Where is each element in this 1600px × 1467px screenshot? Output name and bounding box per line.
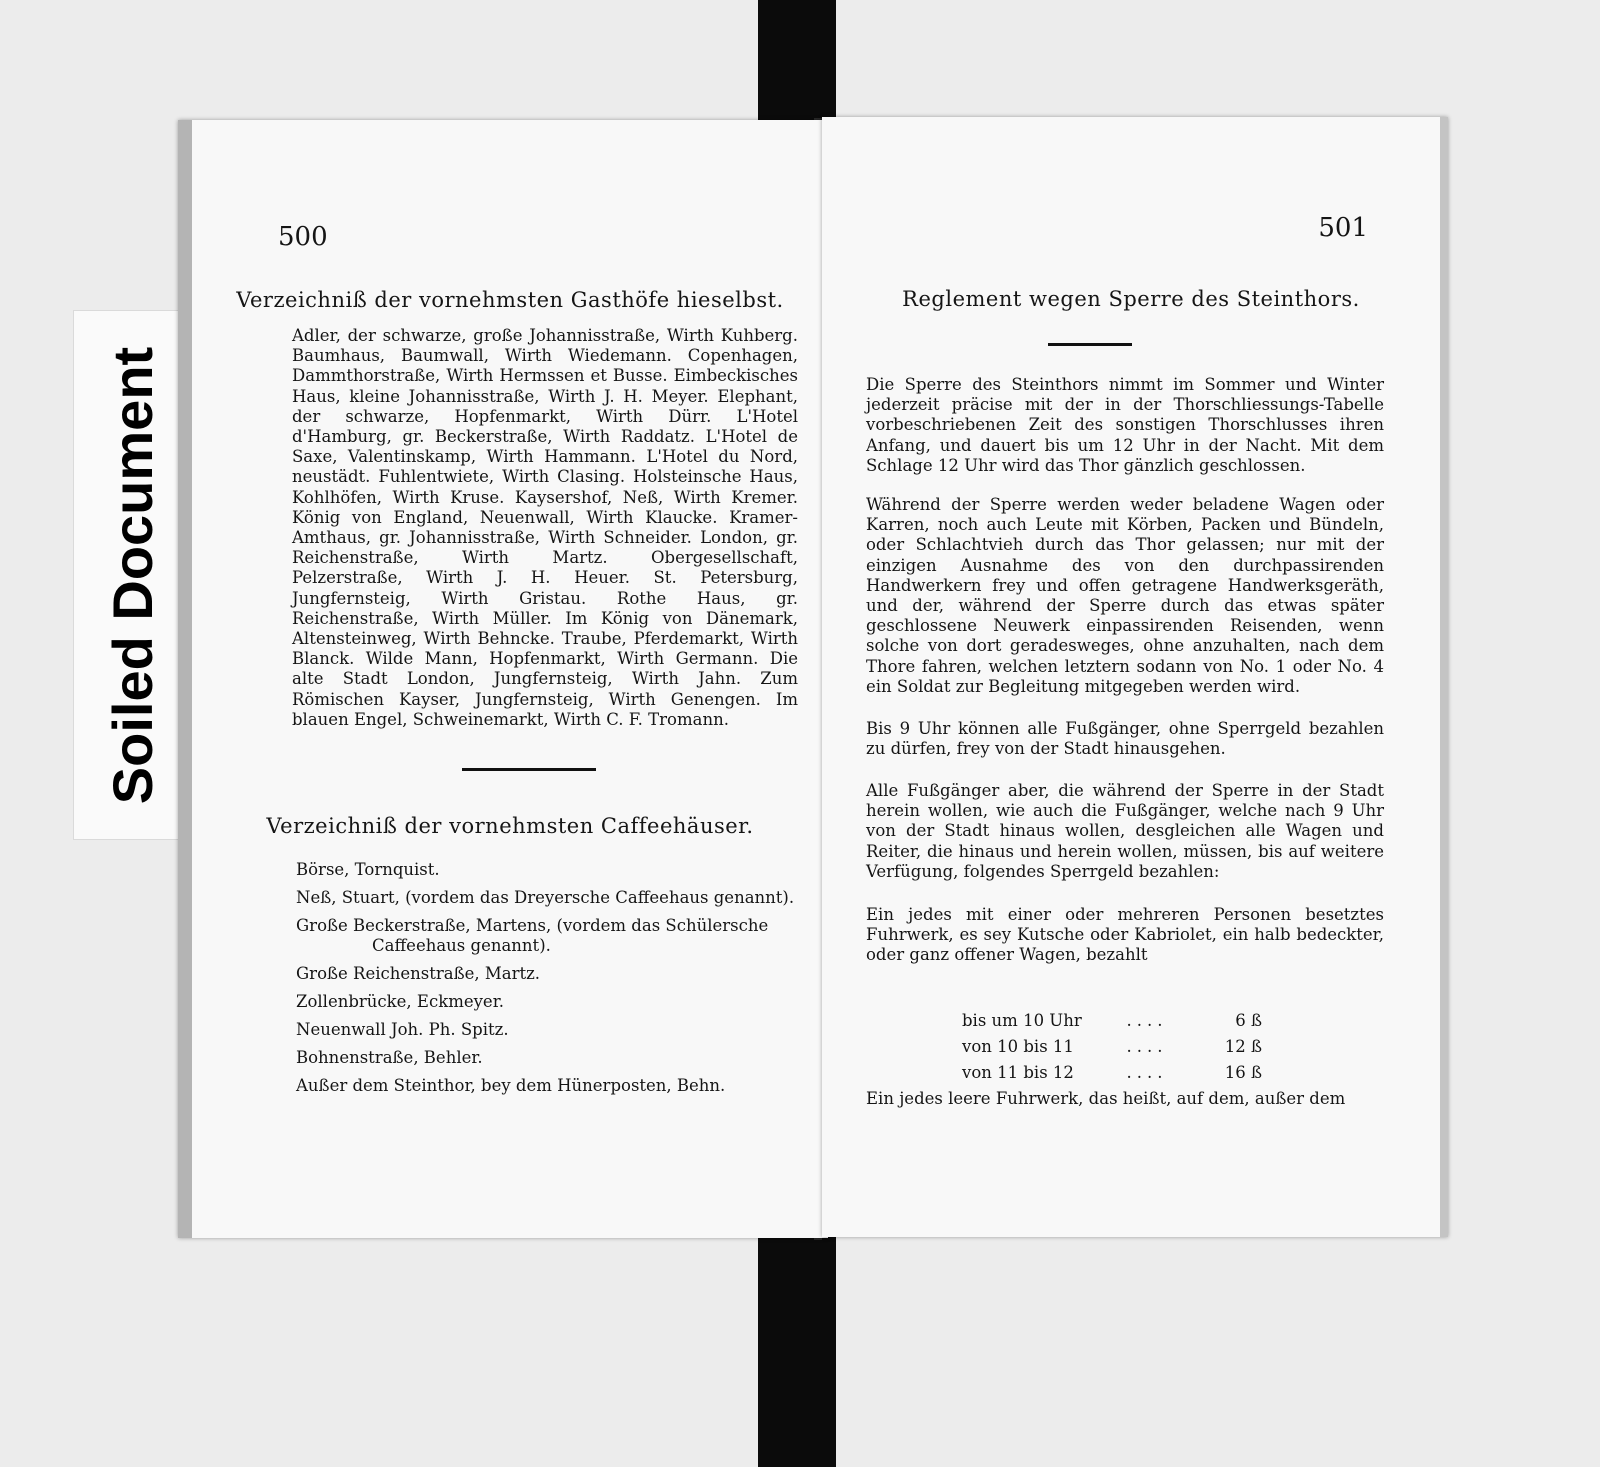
list-item: Neuenwall Joh. Ph. Spitz.: [296, 1020, 509, 1039]
paragraph: Alle Fußgänger aber, die während der Sperre in der Stadt herein wollen, wie auch die Fußgänger, welche nach 9 Uhr von der Stadt hinaus wollen, desgleichen alle Wagen und Reiter, die hinaus und herein wollen, müssen, bis auf weitere Verfügung, folgendes Sperrgeld bezahlen:: [866, 781, 1384, 881]
fee-amount: 12 ß: [1224, 1036, 1262, 1056]
soiled-document-text: Soiled Document: [101, 346, 165, 804]
list-item: Börse, Tornquist.: [296, 860, 440, 879]
page-number: 501: [1318, 213, 1368, 243]
list-item: Außer dem Steinthor, bey dem Hünerposten, Behn.: [296, 1076, 726, 1095]
hotels-heading: Verzeichniß der vornehmsten Gasthöfe hieselbst.: [236, 288, 784, 312]
list-item: Große Reichenstraße, Martz.: [296, 964, 541, 983]
fee-time: bis um 10 Uhr: [962, 1010, 1082, 1030]
table-row: [962, 1033, 1262, 1059]
paragraph: Die Sperre des Steinthors nimmt im Sommer und Winter jederzeit präcise mit der in der Thorschliessungs-Tabelle vorbeschriebenen Zeit des sonstigen Thorschlusses ihren Anfang, und dauert bis um 12 Uhr in der Nacht. Mit dem Schlage 12 Uhr wird das Thor gänzlich geschlossen.: [866, 375, 1384, 475]
left-page: [178, 120, 828, 1238]
list-item: Neß, Stuart, (vordem das Dreyersche Caffeehaus genannt).: [296, 888, 795, 907]
paragraph: Bis 9 Uhr können alle Fußgänger, ohne Sperrgeld bezahlen zu dürfen, frey von der Stadt hinausgehen.: [866, 719, 1384, 759]
list-item: Bohnenstraße, Behler.: [296, 1048, 483, 1067]
hotels-paragraph: Adler, der schwarze, große Johannisstraße, Wirth Kuhberg. Baumhaus, Baumwall, Wirth Wiedemann. Copenhagen, Dammthorstraße, Wirth Hermssen et Busse. Eimbeckisches Haus, kleine Johannisstraße, Wirth J. H. Meyer. Elephant, der schwarze, Hopfenmarkt, Wirth Dürr. L'Hotel d'Hamburg, gr. Beckerstraße, Wirth Raddatz. L'Hotel de Saxe, Valentinskamp, Wirth Hammann. L'Hotel du Nord, neustädt. Fuhlentwiete, Wirth Clasing. Holsteinsche Haus, Kohlhöfen, Wirth Kruse. Kaysershof, Neß, Wirth Kremer. König von England, Neuenwall, Wirth Klaucke. Kramer-Amthaus, gr. Johannisstraße, Wirth Schneider. London, gr. Reichenstraße, Wirth Martz. Obergesellschaft, Pelzerstraße, Wirth J. H. Heuer. St. Petersburg, Jungfernsteig, Wirth Gristau. Rothe Haus, gr. Reichenstraße, Wirth Müller. Im König von Dänemark, Altensteinweg, Wirth Behncke. Traube, Pferdemarkt, Wirth Blanck. Wilde Mann, Hopfenmarkt, Wirth Germann. Die alte Stadt London, Jungfernsteig, Wirth Jahn. Zum Römischen Kayser, Jungfernsteig, Wirth Genengen. Im blauen Engel, Schweinemarkt, Wirth C. F. Tromann.: [292, 326, 798, 729]
fee-time: von 11 bis 12: [962, 1062, 1074, 1082]
paragraph: Ein jedes mit einer oder mehreren Personen besetztes Fuhrwerk, es sey Kutsche oder Kabriolet, ein halb bedeckter, oder ganz offener Wagen, bezahlt: [866, 905, 1384, 965]
list-item: Zollenbrücke, Eckmeyer.: [296, 992, 505, 1011]
paragraph: Während der Sperre werden weder beladene Wagen oder Karren, noch auch Leute mit Körben, Packen und Bündeln, oder Schlachtvieh durch das Thor gelassen; nur mit der einzigen Ausnahme des von den durchpassirenden Handwerkern frey und offen getragene Handwerksgeräth, und der, während der Sperre durch das etwas später geschlossene Neuwerk einpassirenden Reisenden, wenn solche von dort geradesweges, ohne anzuhalten, nach dem Thore fahren, welchen letztern sodann von No. 1 oder No. 4 ein Soldat zur Begleitung mitgegeben werden wird.: [866, 495, 1384, 696]
table-row: [962, 1059, 1262, 1085]
binding-strap-bottom: [758, 1228, 836, 1467]
fee-time: von 10 bis 11: [962, 1036, 1074, 1056]
reglement-heading: Reglement wegen Sperre des Steinthors.: [902, 287, 1360, 311]
soiled-document-label: [73, 310, 193, 840]
fee-leader: ....: [1126, 1062, 1168, 1082]
fee-amount: 6 ß: [1235, 1010, 1262, 1030]
paragraph: Ein jedes leere Fuhrwerk, das heißt, auf dem, außer dem: [866, 1089, 1346, 1108]
table-row: [962, 1007, 1262, 1033]
section-divider: [462, 768, 596, 771]
fee-table: [962, 1007, 1262, 1085]
cafes-list: [296, 860, 796, 1104]
fee-leader: ....: [1126, 1010, 1168, 1030]
binding-strap-top: [758, 0, 836, 124]
cafes-heading: Verzeichniß der vornehmsten Caffeehäuser.: [266, 814, 754, 838]
fee-amount: 16 ß: [1224, 1062, 1262, 1082]
fee-leader: ....: [1126, 1036, 1168, 1056]
right-page: [822, 117, 1448, 1237]
list-item: Große Beckerstraße, Martens, (vordem das Schülersche Caffeehaus genannt).: [296, 916, 769, 955]
page-number: 500: [278, 222, 328, 252]
section-divider: [1048, 343, 1132, 346]
